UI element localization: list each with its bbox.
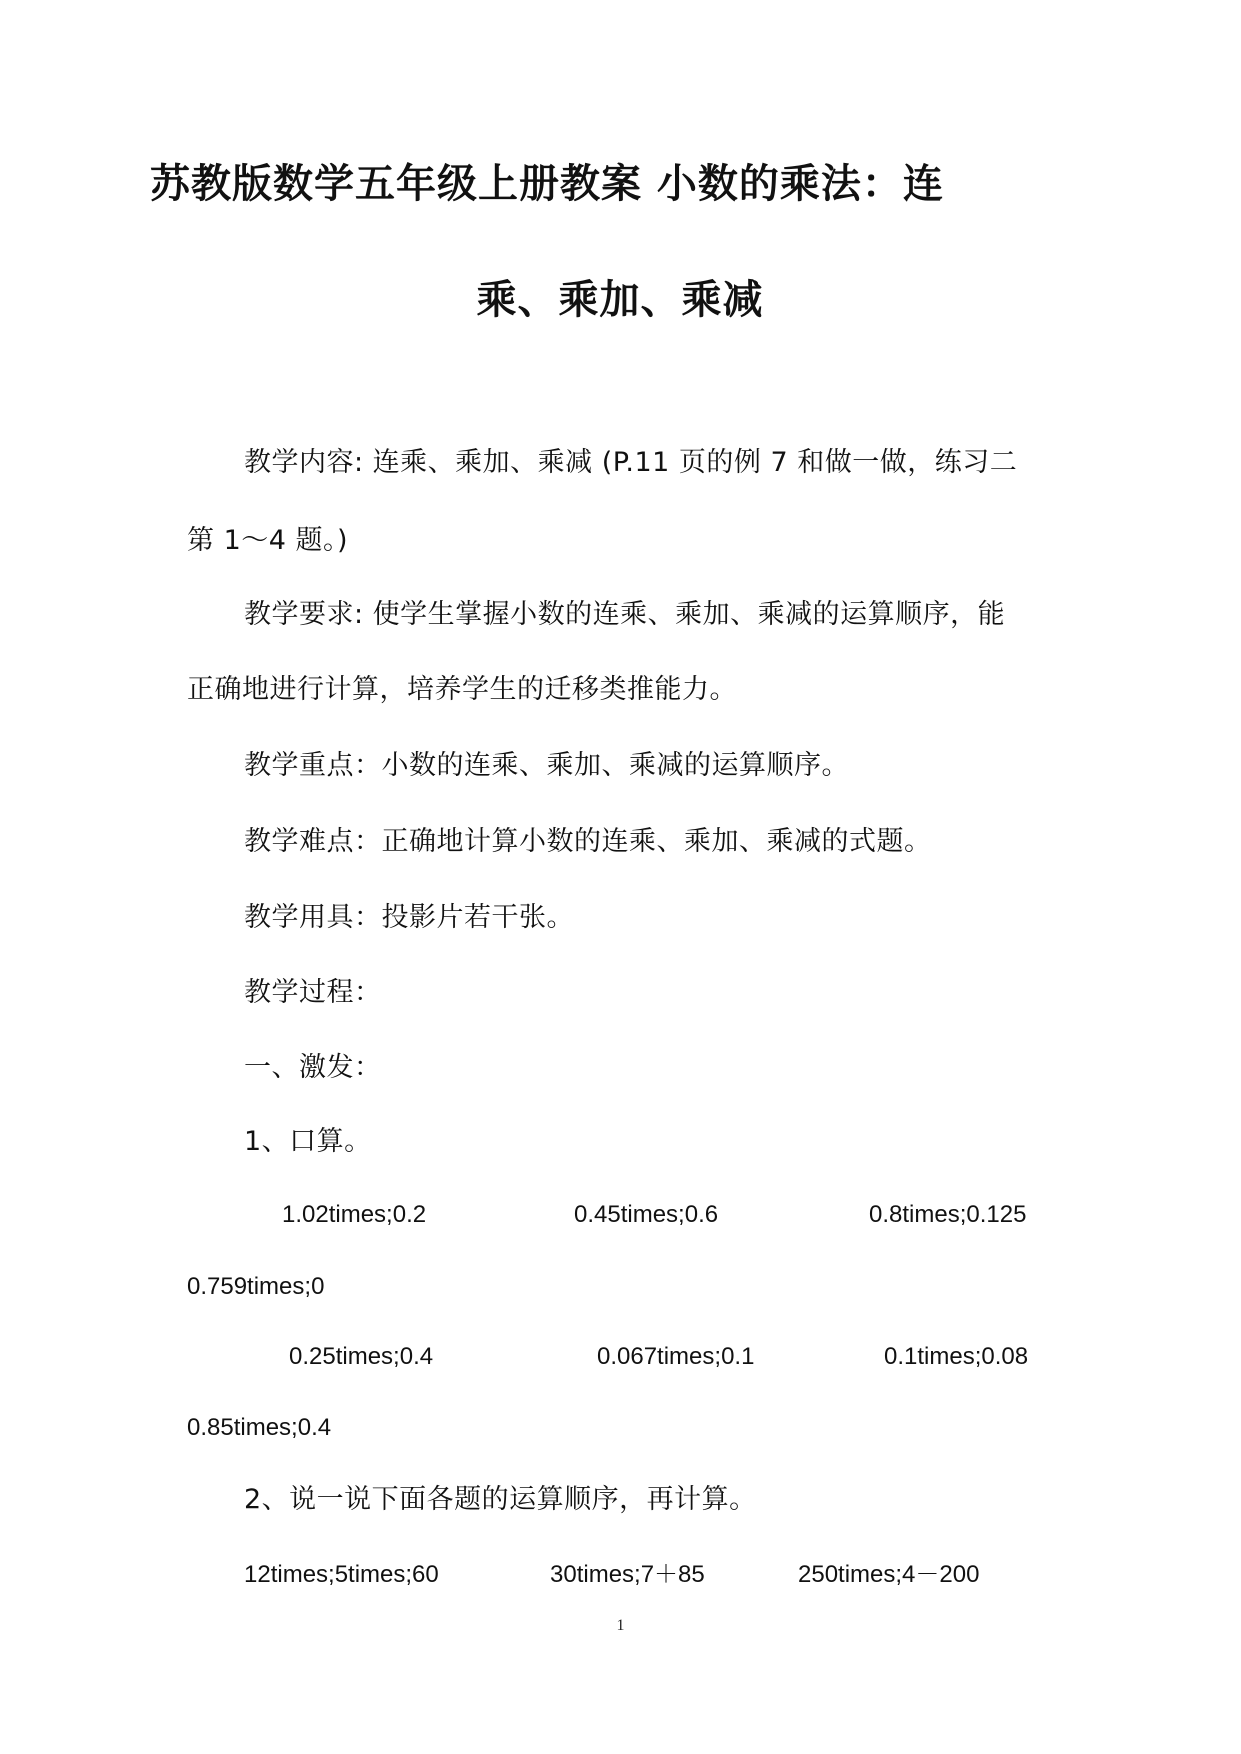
teaching-content-line1: 教学内容: 连乘、乘加、乘减 (P.11 页的例 7 和做一做，练习二 [244, 447, 1018, 478]
document-title-line1: 苏教版数学五年级上册教案 小数的乘法：连 [150, 161, 944, 207]
order-calc-expression: 30times;7＋85 [550, 1561, 705, 1588]
oral-calc-expression: 0.25times;0.4 [289, 1343, 434, 1370]
page-number: 1 [616, 1617, 625, 1634]
teaching-key-point: 教学重点：小数的连乘、乘加、乘减的运算顺序。 [244, 750, 849, 781]
oral-calc-expression: 1.02times;0.2 [282, 1201, 427, 1228]
oral-calc-expression: 0.85times;0.4 [187, 1414, 332, 1441]
oral-calc-expression: 0.8times;0.125 [869, 1201, 1027, 1228]
teaching-process-heading: 教学过程： [244, 977, 382, 1008]
teaching-content-line2: 第 1～4 题。) [187, 525, 349, 556]
oral-calc-expression: 0.759times;0 [187, 1273, 325, 1300]
teaching-difficulty: 教学难点：正确地计算小数的连乘、乘加、乘减的式题。 [244, 826, 932, 857]
document-title-line2: 乘、乘加、乘减 [476, 277, 764, 323]
teaching-tools: 教学用具：投影片若干张。 [244, 902, 574, 933]
item-oral-calculation: 1、口算。 [244, 1126, 372, 1157]
order-calc-expression: 12times;5times;60 [244, 1561, 439, 1588]
teaching-requirement-line1: 教学要求: 使学生掌握小数的连乘、乘加、乘减的运算顺序，能 [244, 599, 1006, 630]
order-calc-expression: 250times;4－200 [798, 1561, 980, 1588]
section-heading-motivation: 一、激发： [244, 1052, 382, 1083]
oral-calc-expression: 0.1times;0.08 [884, 1343, 1029, 1370]
oral-calc-expression: 0.45times;0.6 [574, 1201, 719, 1228]
teaching-requirement-line2: 正确地进行计算，培养学生的迁移类推能力。 [187, 674, 737, 705]
oral-calc-expression: 0.067times;0.1 [597, 1343, 755, 1370]
item-order-of-operations: 2、说一说下面各题的运算顺序，再计算。 [244, 1484, 757, 1515]
